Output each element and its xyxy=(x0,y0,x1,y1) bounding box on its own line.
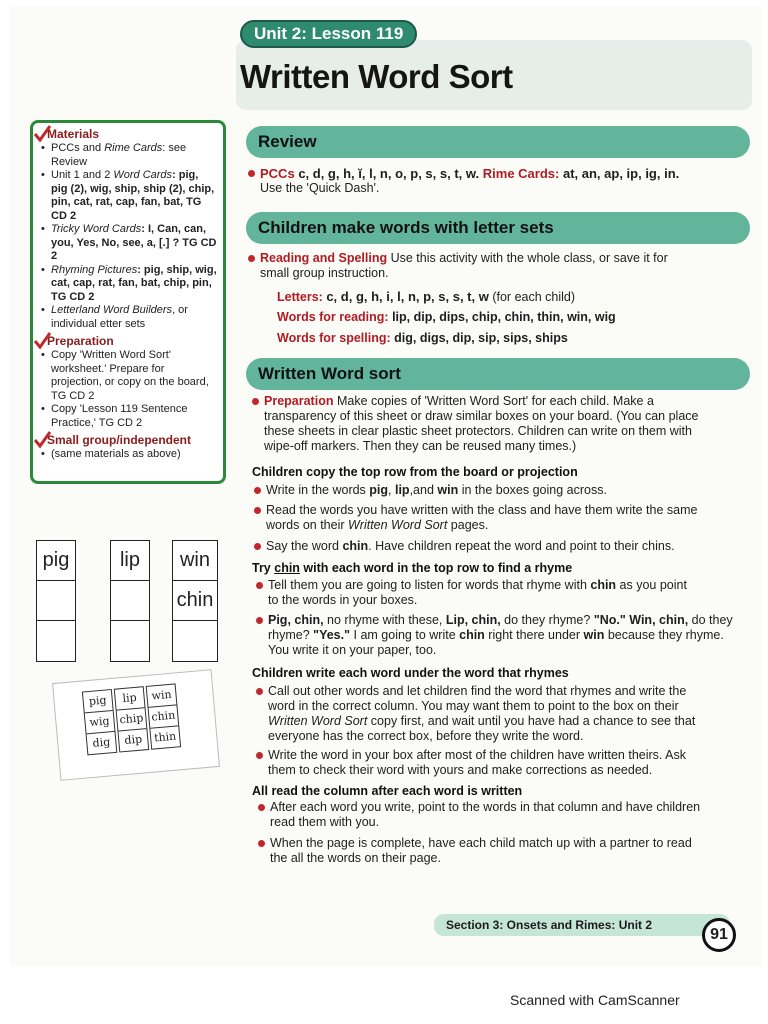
photo-cell: win xyxy=(147,684,177,707)
prep-line: wipe-off markers. Then they can be reused many times.) xyxy=(264,439,577,453)
list-item: • Unit 1 and 2 Word Cards: pig, pig (2), wig, ship, ship (2), chip, pin, cat, rat, cap, fan, bat, TG CD 2 xyxy=(41,169,217,223)
bullet-icon xyxy=(256,617,263,624)
group-list xyxy=(41,448,217,462)
photo-column xyxy=(146,683,181,749)
prep-line: Preparation Make copies of 'Written Word Sort' for each child. Make a xyxy=(264,394,654,408)
sort-cell: pig xyxy=(37,541,75,581)
write-line: Written Word Sort copy first, and wait until you have had a chance to see that xyxy=(268,714,696,728)
photo-cell: thin xyxy=(153,729,177,745)
section-footer: Section 3: Onsets and Rimes: Unit 2 xyxy=(434,914,730,936)
make-words-heading: Children make words with letter sets xyxy=(246,212,750,244)
list-item: • Rhyming Pictures: pig, ship, wig, cat, cap, rat, fan, bat, chip, pin, TG CD 2 xyxy=(41,264,217,305)
checkmark-icon xyxy=(33,125,51,143)
write-line: them to check their word with yours and make corrections as needed. xyxy=(268,763,653,777)
bullet-icon xyxy=(248,255,255,262)
write-line: Call out other words and let children find the word that rhymes and write the xyxy=(268,684,687,698)
write-heading: Children write each word under the word that rhymes xyxy=(252,666,569,680)
review-line-2: Use the 'Quick Dash'. xyxy=(260,181,380,195)
list-item: • Letterland Word Builders, or individual etter sets xyxy=(41,304,217,331)
spelling-words-line: Words for spelling: dig, digs, dip, sip, sips, ships xyxy=(277,331,568,345)
prep-line: these sheets in clear plastic sheet protectors. Children can write on them with xyxy=(264,424,692,438)
sort-column xyxy=(172,540,218,662)
photo-cell: wig xyxy=(85,711,115,734)
scanner-watermark: Scanned with CamScanner xyxy=(510,992,680,1008)
sort-cell: win xyxy=(173,541,217,581)
bullet-icon xyxy=(254,487,261,494)
bullet-icon xyxy=(248,170,255,177)
list-item: • (same materials as above) xyxy=(41,448,217,462)
list-item: • Tricky Word Cards: I, Can, can, you, Yes, No, see, a, [.] ? TG CD 2 xyxy=(41,223,217,264)
reading-spelling-line-2: small group instruction. xyxy=(260,266,389,280)
try-line: to the words in your boxes. xyxy=(268,593,418,607)
sort-cell: chin xyxy=(173,581,217,621)
materials-list xyxy=(41,142,217,331)
list-item: • Copy 'Written Word Sort' worksheet.' Prepare for projection, or copy on the board, TG CD 2 xyxy=(41,349,217,403)
photo-cell: lip xyxy=(115,687,145,710)
photo-cell: pig xyxy=(83,690,113,713)
photo-column xyxy=(114,686,149,752)
photo-cell: dig xyxy=(92,735,111,750)
sort-column xyxy=(36,540,76,662)
review-line: PCCs c, d, g, h, ĭ, l, n, o, p, s, s, t, w. Rime Cards: at, an, ap, ip, ig, in. xyxy=(260,166,680,181)
sort-cell xyxy=(37,581,75,621)
bullet-icon xyxy=(256,688,263,695)
photo-cell: chip xyxy=(117,708,147,731)
bullet-icon xyxy=(258,804,265,811)
reading-words-line: Words for reading: lip, dip, dips, chip, chin, thin, win, wig xyxy=(277,310,616,324)
sort-column xyxy=(110,540,150,662)
reading-spelling-line: Reading and Spelling Use this activity with the whole class, or save it for xyxy=(260,251,668,265)
page-title: Written Word Sort xyxy=(240,58,513,95)
try-line: rhyme? "Yes." I am going to write chin right there under win because they rhyme. xyxy=(268,628,724,642)
copy-line: words on their Written Word Sort pages. xyxy=(266,518,489,532)
checkmark-icon xyxy=(33,332,51,350)
page-number: 91 xyxy=(702,918,736,952)
review-heading: Review xyxy=(246,126,750,158)
letters-line: Letters: c, d, g, h, i, l, n, p, s, s, t, w (for each child) xyxy=(277,289,576,304)
read-line: When the page is complete, have each child match up with a partner to read xyxy=(270,836,692,850)
write-line: everyone has the correct box, before they write the word. xyxy=(268,729,584,743)
bullet-icon xyxy=(254,543,261,550)
sort-cell xyxy=(111,621,149,661)
copy-line: Say the word chin. Have children repeat the word and point to their chins. xyxy=(266,539,675,553)
try-line: You write it on your paper, too. xyxy=(268,643,437,657)
copy-heading: Children copy the top row from the board or projection xyxy=(252,465,578,479)
bullet-icon xyxy=(256,582,263,589)
read-heading: All read the column after each word is written xyxy=(252,784,523,798)
word-sort-table xyxy=(36,540,226,662)
try-line: Pig, chin, no rhyme with these, Lip, chin, do they rhyme? "No." Win, chin, do they xyxy=(268,613,733,627)
preparation-list xyxy=(41,349,217,430)
sort-cell xyxy=(111,581,149,621)
list-item: • Copy 'Lesson 119 Sentence Practice,' TG CD 2 xyxy=(41,403,217,430)
written-sort-heading: Written Word sort xyxy=(246,358,750,390)
list-item: • PCCs and Rime Cards: see Review xyxy=(41,142,217,169)
photo-cell: dip xyxy=(123,732,143,748)
bullet-icon xyxy=(254,507,261,514)
sort-cell xyxy=(173,621,217,661)
photo-cell: chin xyxy=(149,705,179,728)
materials-heading: Materials xyxy=(47,127,100,141)
sort-cell xyxy=(37,621,75,661)
try-heading: Try chin with each word in the top row to find a rhyme xyxy=(252,561,573,575)
photo-column xyxy=(82,689,117,755)
write-line: word in the correct column. You may want them to point to the box on their xyxy=(268,699,679,713)
copy-line: Write in the words pig, lip,and win in the boxes going across. xyxy=(266,483,607,497)
read-line: After each word you write, point to the words in that column and have children xyxy=(270,800,701,814)
write-line: Write the word in your box after most of the children have written theirs. Ask xyxy=(268,748,687,762)
bullet-icon xyxy=(252,398,259,405)
lesson-label: Unit 2: Lesson 119 xyxy=(240,20,417,48)
photo-grid xyxy=(82,683,183,755)
sort-cell: lip xyxy=(111,541,149,581)
copy-line: Read the words you have written with the class and have them write the same xyxy=(266,503,698,517)
checkmark-icon xyxy=(33,431,51,449)
try-line: Tell them you are going to listen for words that rhyme with chin as you point xyxy=(268,578,687,592)
group-heading: Small group/independent xyxy=(47,433,192,447)
read-line: read them with you. xyxy=(270,815,380,829)
prep-line: transparency of this sheet or draw similar boxes on your board. (You can place xyxy=(264,409,699,423)
bullet-icon xyxy=(256,752,263,759)
preparation-heading: Preparation xyxy=(47,334,114,348)
worksheet-photo xyxy=(52,669,220,781)
materials-box xyxy=(30,120,226,484)
bullet-icon xyxy=(258,840,265,847)
read-line: the all the words on their page. xyxy=(270,851,441,865)
